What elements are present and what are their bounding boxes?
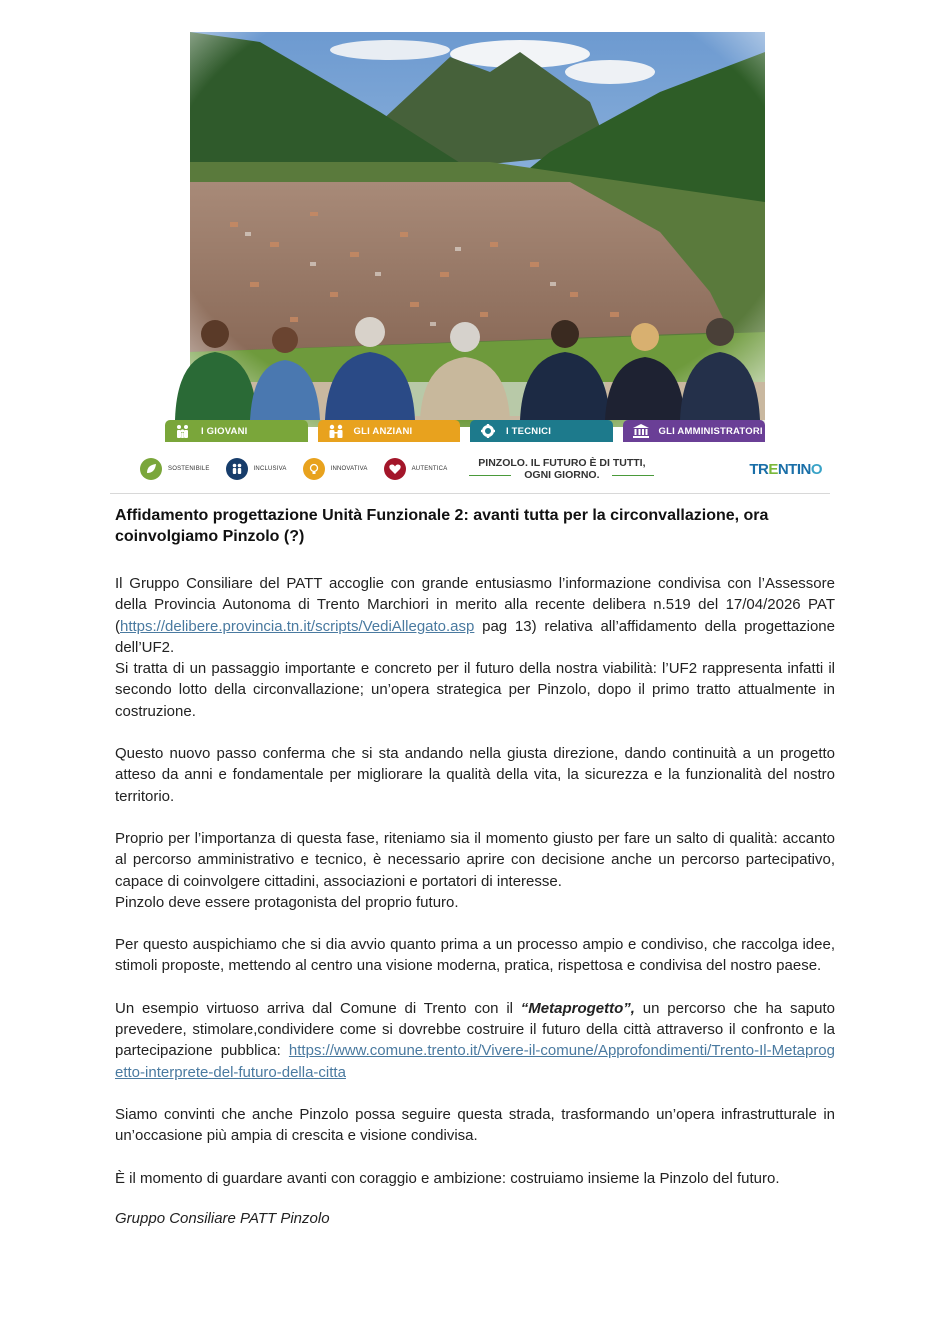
- tab-label: GLI AMMINISTRATORI: [658, 425, 763, 437]
- banner-divider: [110, 493, 830, 494]
- campaign-banner: [110, 22, 830, 494]
- family-icon: [175, 424, 191, 438]
- value-inclusiva: [226, 458, 287, 480]
- text: pag 13) relativa all’affidamento della progettazione dell’UF2.: [115, 617, 835, 656]
- heart-icon: [384, 458, 406, 480]
- paragraph-7: [115, 998, 835, 1083]
- value-label: AUTENTICA: [411, 466, 448, 472]
- lightbulb-icon: [303, 458, 325, 480]
- values-row: [140, 452, 830, 486]
- text: un percorso che ha saputo prevedere, stimolare,condividere come si dovrebbe costruire il futuro della città attraverso il confronto e la partecipazione pubblica:: [115, 999, 835, 1060]
- article: [115, 505, 835, 1227]
- target-groups-tabs: [165, 420, 765, 442]
- metaprogetto-keyword: “Metaprogetto”,: [520, 999, 635, 1017]
- article-title: Affidamento progettazione Unità Funzionale 2: avanti tutta per la circonvallazione, ora coinvolgiamo Pinzolo (?): [115, 507, 769, 545]
- text: Un esempio virtuoso arriva dal Comune di Trento con il: [115, 999, 521, 1017]
- paragraph-6: Per questo auspichiamo che si dia avvio quanto prima a un processo ampio e condiviso, che raccolga idee, stimoli proposte, mettendo al centro una visione moderna, pratica, rispettosa e condivisa del nostro paese.: [115, 936, 835, 975]
- trentino-logo: [749, 461, 822, 478]
- tab-anziani: [318, 420, 461, 442]
- motto-rule-left: [469, 475, 511, 476]
- paragraph-4: Proprio per l’importanza di questa fase, riteniamo sia il momento giusto per fare un salto di qualità: accanto al percorso amministrativo e tecnico, è necessario aprire con decisione anche un percorso partecipativo, capace di coinvolgere cittadini, associazioni e portatori di interesse.: [115, 829, 835, 890]
- paragraph-2: Si tratta di un passaggio importante e concreto per il futuro della nostra viabilità: l’UF2 rappresenta infatti il secondo lotto della circonvallazione; un’opera strategica per Pinzolo, dopo il primo tratto attualmente in costruzione.: [115, 660, 835, 720]
- tab-tecnici: [470, 420, 613, 442]
- institution-icon: [633, 424, 649, 438]
- tab-label: GLI ANZIANI: [353, 425, 413, 437]
- delibera-link[interactable]: https://delibere.provincia.tn.it/scripts/VediAllegato.asp: [120, 617, 475, 635]
- logo-text: E: [768, 460, 778, 478]
- motto-line-1: PINZOLO. IL FUTURO È DI TUTTI,: [478, 457, 646, 469]
- metaprogetto-link[interactable]: https://www.comune.trento.it/Vivere-il-comune/Approfondimenti/Trento-Il-Metaprogetto-interprete-del-futuro-della-citta: [115, 1042, 835, 1081]
- elderly-couple-icon: [328, 424, 344, 438]
- logo-text: TR: [749, 460, 769, 478]
- logo-text: NTIN: [777, 460, 811, 478]
- paragraph-5: Pinzolo deve essere protagonista del proprio futuro.: [115, 893, 459, 911]
- leaf-icon: [140, 458, 162, 480]
- paragraph-8: Siamo convinti che anche Pinzolo possa seguire questa strada, trasformando un’opera infrastrutturale in un’occasione più ampia di crescita e visione condivisa.: [115, 1105, 835, 1145]
- signature: Gruppo Consiliare PATT Pinzolo: [115, 1209, 330, 1227]
- value-innovativa: [303, 458, 368, 480]
- motto-rule-right: [612, 475, 654, 476]
- group-of-people-illustration: [165, 312, 775, 420]
- tab-label: I TECNICI: [506, 425, 552, 437]
- value-label: INCLUSIVA: [253, 466, 287, 472]
- people-icon: [226, 458, 248, 480]
- paragraph-9: È il momento di guardare avanti con coraggio e ambizione: costruiamo insieme la Pinzolo del futuro.: [115, 1169, 780, 1187]
- tab-label: I GIOVANI: [201, 425, 248, 437]
- logo-text: O: [810, 460, 822, 478]
- paragraph-1: [115, 573, 835, 658]
- text: Il Gruppo Consiliare del PATT accoglie con grande entusiasmo l’informazione condivisa con l’Assessore della Provincia Autonoma di Trento Marchiori in merito alla recente delibera n.519 del 17/04/2026 PAT (: [115, 575, 835, 635]
- value-autentica: [384, 458, 448, 480]
- value-sostenibile: [140, 458, 210, 480]
- motto-line-2: OGNI GIORNO.: [524, 469, 600, 481]
- value-label: INNOVATIVA: [330, 466, 368, 472]
- paragraph-3: Questo nuovo passo conferma che si sta andando nella giusta direzione, dando continuità a un progetto atteso da anni e fondamentale per migliorare la qualità della vita, la sicurezza e la funzionalità del nostro territorio.: [115, 745, 835, 805]
- tab-amministratori: [623, 420, 766, 442]
- value-label: SOSTENIBILE: [168, 466, 210, 472]
- gear-icon: [480, 424, 496, 438]
- tab-giovani: [165, 420, 308, 442]
- motto: [469, 457, 654, 481]
